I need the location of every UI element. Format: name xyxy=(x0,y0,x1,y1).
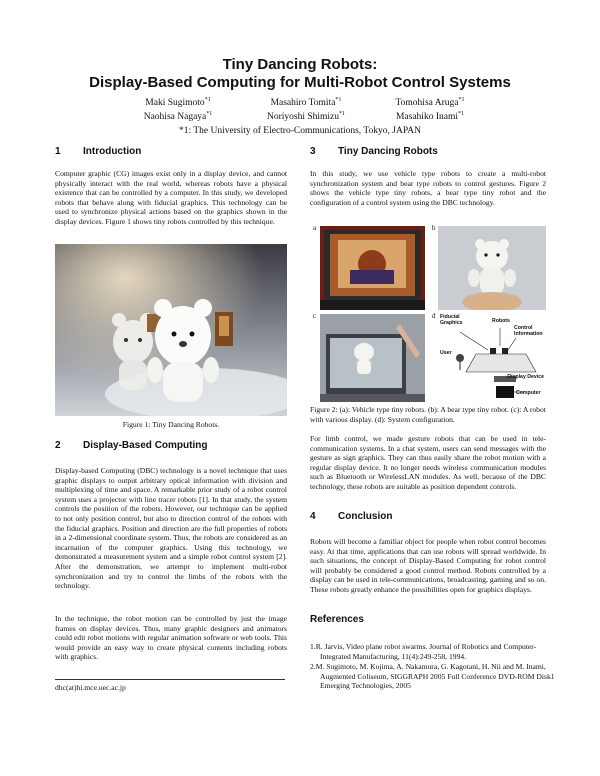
references-heading: References xyxy=(310,614,364,625)
paper-title-line1: Tiny Dancing Robots: xyxy=(222,56,378,73)
reference-1: 1.R. Jarvis, Video plane robot swarms. Journal of Robotics and Computer-Integrated Manufacturing, 11(4):249-258, 1994. xyxy=(310,642,537,661)
author-block-3 xyxy=(370,95,490,123)
figure-2b-image xyxy=(438,226,546,310)
label-robots: Robots xyxy=(492,318,510,324)
figure-2d-diagram xyxy=(438,314,546,402)
label-computer: Computer xyxy=(516,390,541,396)
paper-title-line2: Display-Based Computing for Multi-Robot Control Systems xyxy=(89,74,511,91)
figure-1-caption: Figure 1: Tiny Dancing Robots. xyxy=(122,420,220,429)
figure-2 xyxy=(310,224,546,404)
figure-2a-image xyxy=(320,226,425,310)
footnote-email: dhc(at)hi.mce.uec.ac.jp xyxy=(55,683,126,692)
affiliation: *1: The University of Electro-Communications, Tokyo, JAPAN xyxy=(179,126,421,136)
tiny-paragraph-1: In this study, we use vehicle type robots to create a multi-robot synchronization system and bear type robots to control gestures. Figure 2 shows the vehicle type tiny robots, a bear type tiny robot and the configuration of a control system using the DBC technology. xyxy=(310,169,546,207)
dbc-paragraph-2: In the technique, the robot motion can be controlled by just the image frames on display devices. Thus, many graphic designers and animators could edit robot motions with regular animation software or web tools. This would provide an easy way to create physical contents including robots with graphics. xyxy=(55,614,287,662)
author-block-1 xyxy=(118,95,238,123)
figure-2c-image xyxy=(320,314,425,402)
tiny-paragraph-2: For limb control, we made gesture robots that can be used in tele-communication systems. In a chat system, users can send messages with the gesture as sign graphics. They can thus easily share the robot motion with a regular display device. It no longer needs wireless communication modules such as Bluetooth or WirelessLAN modules. As well, because of the DBC technology, these robots are suitable as position dependent controls. xyxy=(310,434,546,491)
section-2-heading: 2 Display-Based Computing xyxy=(55,440,208,451)
dbc-paragraph-1: Display-based Computing (DBC) technology is a novel technique that uses graphic displays to output arbitrary optical information with division and multiplexing of time and space. A remarkable prior study of a robot control system uses a projector with line tracer robots [1]. In that study, the system controls the position of the robots. However, our technique can be applied to not only position control, but also to direction control of the robots with the fiducial graphics. Position and direction are the full properties of robots in a 2-dimensional coordinate system. Thus, the robots are considered as an incarnation of the computer graphics. Using this technology, we demonstrated a measurement system and a simple robot control system [2]. After the demonstration, we attempt to implement multi-robot synchronization and try to control the limbs of the robots with the technology. xyxy=(55,466,287,591)
figure-2a-label: a xyxy=(313,224,317,232)
figure-1-photo xyxy=(55,244,287,416)
label-user: User xyxy=(440,350,452,356)
author-name: Maki Sugimoto$^{*1}$ xyxy=(145,97,211,109)
author-block-2 xyxy=(246,95,366,123)
label-fiducial-graphics: Fiducial Graphics xyxy=(440,314,463,326)
reference-2: 2.M. Sugimoto, M. Kojima, A. Nakamura, G. Kagotani, H. Nii and M. Inami, Augmented Coliseum, SIGGRAPH 2005 Full Conference DVD-ROM Disk1 Emerging Technologies, 2005 xyxy=(310,662,555,691)
footnote-rule xyxy=(55,679,285,680)
section-4-heading: 4 Conclusion xyxy=(310,511,393,522)
author-name: Masahiko Inami$^{*1}$ xyxy=(395,111,464,123)
author-name: Tomohisa Aruga$^{*1}$ xyxy=(395,97,465,109)
figure-2c-label: c xyxy=(313,312,317,320)
author-name: Naohisa Nagaya$^{*1}$ xyxy=(143,111,213,123)
label-display-device: Display Device xyxy=(507,374,544,380)
figure-1-image xyxy=(55,244,287,416)
intro-paragraph: Computer graphic (CG) images exist only in a display device, and cannot physically interact with the real world, whereas robots have a physical existence that can be controlled by a computer. In this study, we developed robots that behave along with fiducial graphics. This technology can be used to synchronize physical actions based on the graphics shown in the display devices. Figure 1 shows tiny robots controlled by this technique. xyxy=(55,169,287,226)
figure-2d-label: d xyxy=(432,312,436,320)
conclusion-paragraph: Robots will become a familiar object for people when robot control becomes easy. At that time, applications that can use robots will spread worldwide. In such situations, the concept of Display-Based Computing for robot control will probably be considered a good control method. Robots controlled by a display can be used in tele-communications, broadcasting, gaming and so on. These robots greatly enhance the possibilities open for graphics displays. xyxy=(310,537,546,594)
section-1-heading: 1 Introduction xyxy=(55,146,142,157)
figure-2b-label: b xyxy=(432,224,436,232)
label-control-information: Control Information xyxy=(514,325,543,337)
author-name: Noriyoshi Shimizu$^{*1}$ xyxy=(266,111,346,123)
figure-2-caption: Figure 2: (a): Vehicle type tiny robots. (b): A bear type tiny robot. (c): A robot with various display. (d): System configuration. xyxy=(310,405,546,424)
author-name: Masahiro Tomita$^{*1}$ xyxy=(270,97,342,109)
section-3-heading: 3 Tiny Dancing Robots xyxy=(310,146,438,157)
